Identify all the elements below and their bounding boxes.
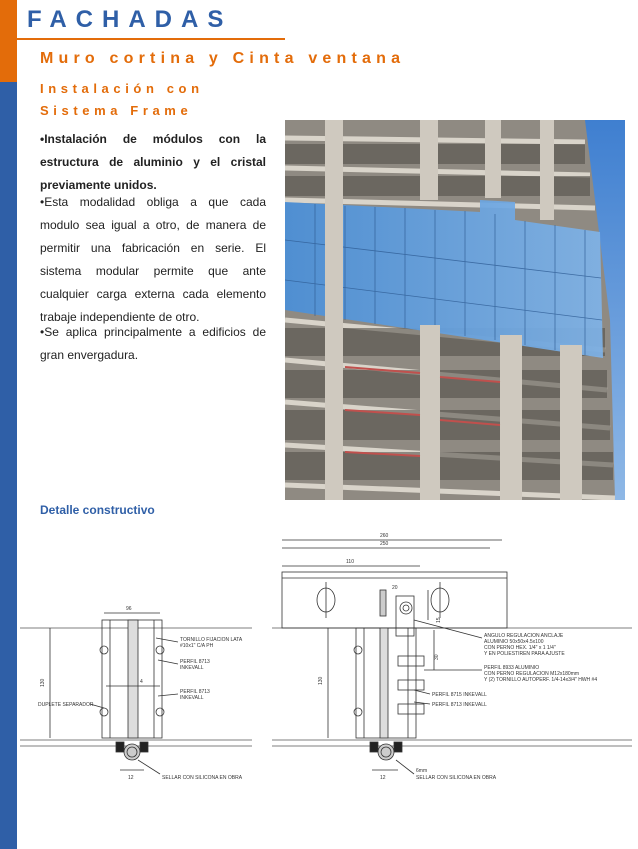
- left-sidebar-bar: [0, 0, 17, 849]
- paragraph-modularity: •Esta modalidad obliga a que cada modulo sea igual a otro, de manera de permitir una fabricación en serie. El sistema modular permite que ante cualquier carga externa cada elemento trabaje independiente de otro.: [40, 195, 266, 324]
- svg-text:110: 110: [346, 559, 354, 565]
- paragraph-installation: •Instalación de módulos con la estructura de aluminio y el cristal previamente unidos.: [40, 132, 266, 192]
- svg-text:30: 30: [434, 654, 440, 660]
- svg-text:PERFIL 8715 INKEVALL: PERFIL 8715 INKEVALL: [432, 692, 487, 698]
- svg-text:260: 260: [380, 533, 389, 539]
- svg-text:DUPLETE SEPARADOR: DUPLETE SEPARADOR: [38, 702, 94, 708]
- svg-text:Y (2) TORNILLO AUTOPERF. 1/4-1: Y (2) TORNILLO AUTOPERF. 1/4-14x3/4" HWH #4: [484, 677, 598, 683]
- svg-text:PERFIL 8713: PERFIL 8713: [180, 689, 210, 695]
- svg-text:20: 20: [392, 585, 398, 591]
- svg-text:ANGULO REGULACION ANCLAJE: ANGULO REGULACION ANCLAJE: [484, 633, 564, 639]
- svg-text:PERFIL 8933 ALUMINIO: PERFIL 8933 ALUMINIO: [484, 665, 540, 671]
- svg-text:12: 12: [380, 775, 386, 781]
- page-title: FACHADAS: [27, 6, 233, 33]
- section-subheading: Instalación con Sistema Frame: [40, 81, 204, 118]
- svg-text:130: 130: [40, 678, 46, 687]
- svg-text:#10x1" C/A PH: #10x1" C/A PH: [180, 643, 214, 649]
- building-photo: [285, 120, 625, 500]
- section-subtitle: Muro cortina y Cinta ventana: [40, 50, 406, 67]
- svg-text:PERFIL 8713 INKEVALL: PERFIL 8713 INKEVALL: [432, 702, 487, 708]
- svg-text:96: 96: [126, 606, 132, 612]
- svg-text:INKEVALL: INKEVALL: [180, 665, 204, 671]
- svg-text:250: 250: [380, 541, 389, 547]
- svg-text:INKEVALL: INKEVALL: [180, 695, 204, 701]
- svg-text:PERFIL 8713: PERFIL 8713: [180, 659, 210, 665]
- svg-text:12: 12: [128, 775, 134, 781]
- svg-text:SELLAR CON SILICONA EN OBRA: SELLAR CON SILICONA EN OBRA: [162, 775, 243, 781]
- svg-text:SELLAR CON SILICONA EN OBRA: SELLAR CON SILICONA EN OBRA: [416, 775, 497, 781]
- right-anchorage-detail: [282, 540, 507, 774]
- svg-text:CON PERNO HEX. 1/4" x 1 1/4": CON PERNO HEX. 1/4" x 1 1/4": [484, 645, 556, 651]
- sidebar-accent: [0, 0, 17, 82]
- svg-text:15: 15: [436, 617, 442, 623]
- svg-text:Y EN POLIESTIREN PARA AJUSTE: Y EN POLIESTIREN PARA AJUSTE: [484, 651, 565, 657]
- detail-label: Detalle constructivo: [40, 503, 155, 517]
- left-mullion-detail: [50, 613, 178, 774]
- svg-text:CON PERNO REGULACION M12x180mm: CON PERNO REGULACION M12x180mm: [484, 671, 580, 677]
- svg-text:4: 4: [140, 679, 143, 685]
- svg-text:130: 130: [318, 676, 324, 685]
- svg-text:6mm: 6mm: [416, 768, 428, 774]
- svg-text:ALUMINIO 50x50x4.5x100: ALUMINIO 50x50x4.5x100: [484, 639, 544, 645]
- svg-text:TORNILLO FIJACION LATA: TORNILLO FIJACION LATA: [180, 637, 243, 643]
- title-underline: [17, 38, 285, 40]
- construction-detail-drawing: [20, 520, 632, 820]
- paragraph-application: •Se aplica principalmente a edificios de gran envergadura.: [40, 325, 266, 362]
